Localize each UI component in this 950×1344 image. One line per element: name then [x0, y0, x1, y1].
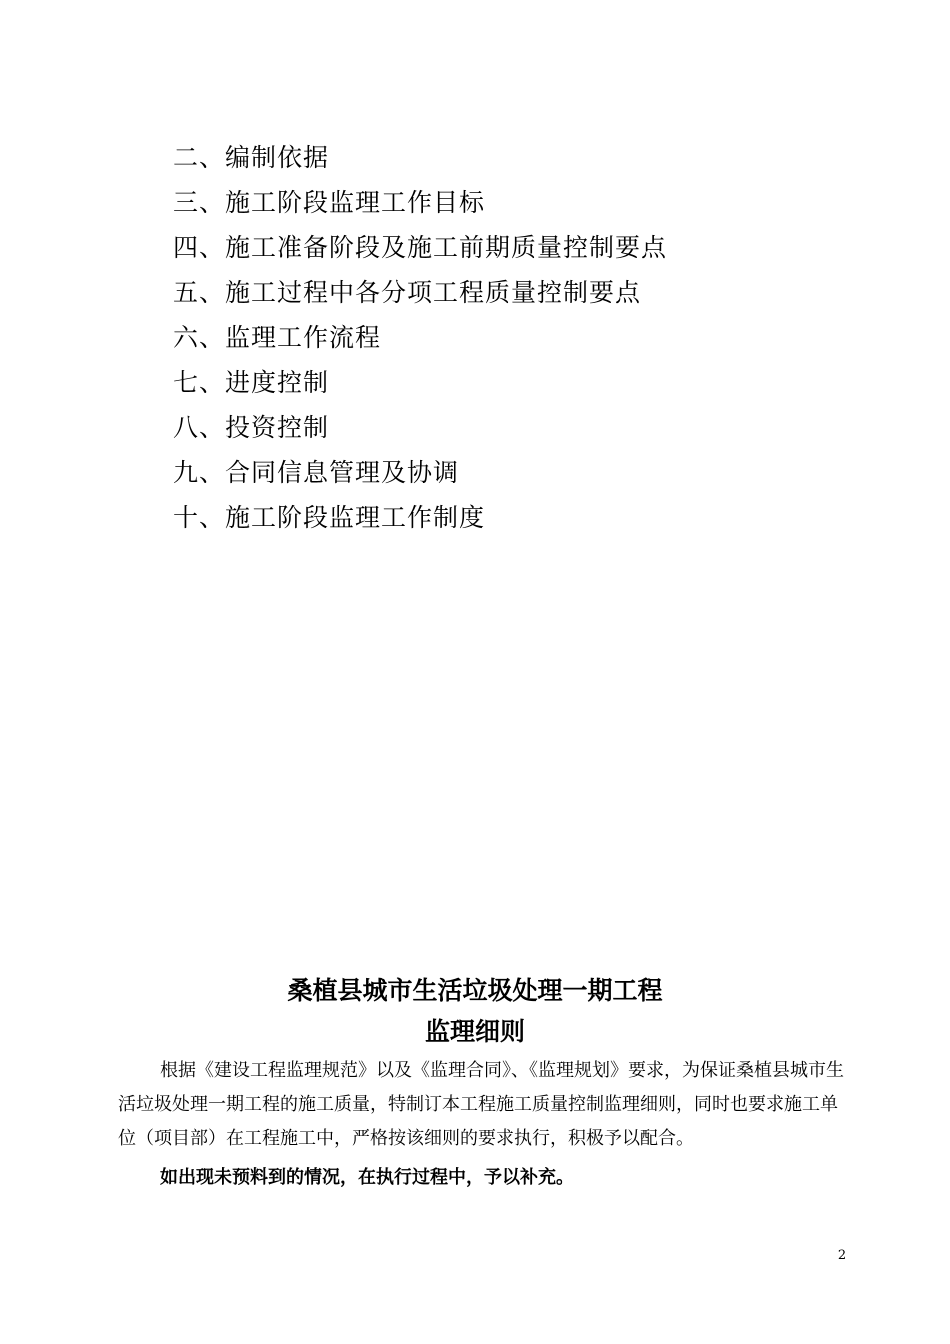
toc-item: 八、投资控制: [173, 413, 330, 442]
toc-item: 九、合同信息管理及协调: [173, 458, 460, 487]
document-title: 桑植县城市生活垃圾处理一期工程: [287, 976, 663, 1005]
page-number: 2: [837, 1248, 847, 1263]
toc-item: 二、编制依据: [173, 143, 330, 172]
toc-item: 六、监理工作流程: [173, 323, 382, 352]
toc-item: 五、施工过程中各分项工程质量控制要点: [173, 278, 642, 307]
document-subtitle: 监理细则: [424, 1017, 525, 1046]
toc-item: 三、施工阶段监理工作目标: [173, 188, 486, 217]
toc-item: 七、进度控制: [173, 368, 330, 397]
note-paragraph: 如出现未预料到的情况，在执行过程中，予以补充。: [160, 1167, 574, 1188]
table-of-contents: [173, 135, 813, 540]
body-paragraph: 根据《建设工程监理规范》以及《监理合同》、《监理规划》要求，为保证桑植县城市生活垃圾处理一期工程的施工质量，特制订本工程施工质量控制监理细则，同时也要求施工单位（项目部）在工程施工中，严格按该细则的要求执行，积极予以配合。: [118, 1060, 844, 1149]
toc-item: 十、施工阶段监理工作制度: [173, 503, 486, 532]
toc-item: 四、施工准备阶段及施工前期质量控制要点: [173, 233, 668, 262]
